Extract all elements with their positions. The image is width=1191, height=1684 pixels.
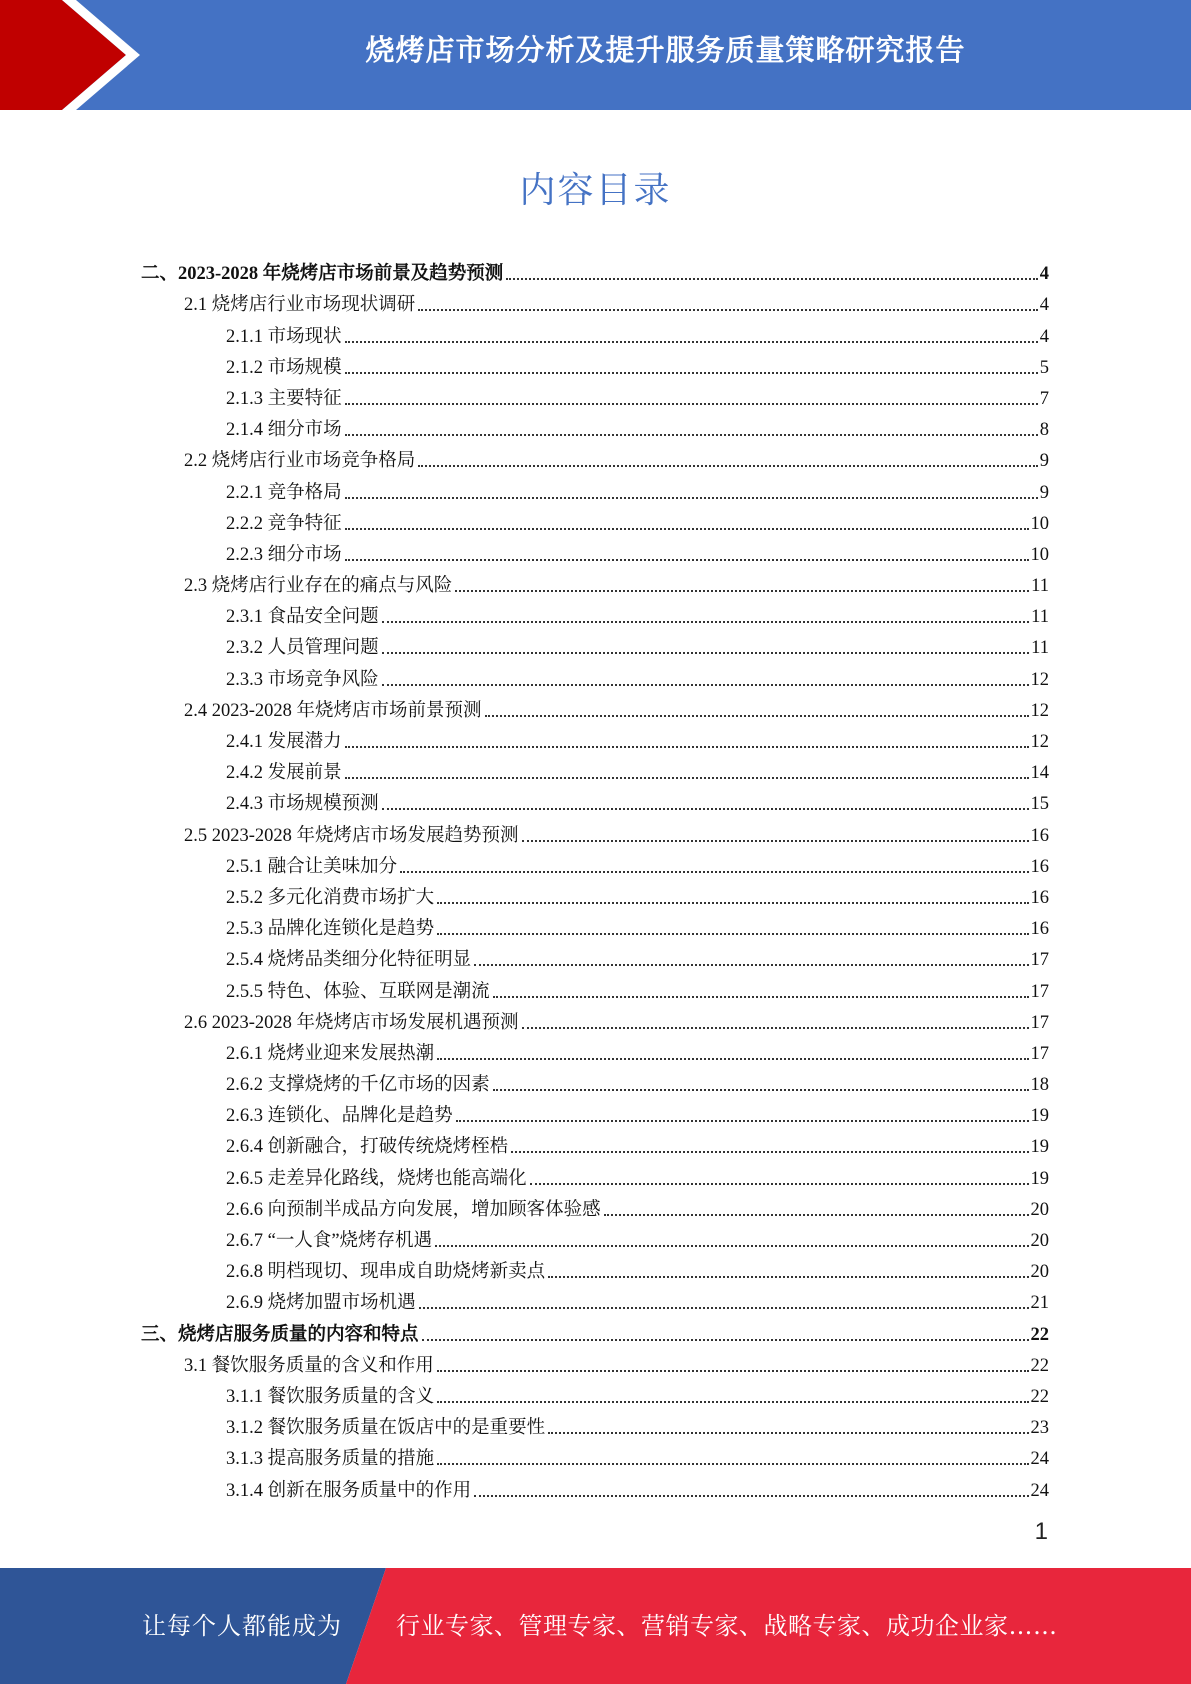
- toc-entry-label: 2.3 烧烤店行业存在的痛点与风险: [184, 576, 453, 597]
- toc-dot-leader: [382, 620, 1030, 623]
- toc-entry-label: 2.1.2 市场规模: [226, 357, 342, 378]
- toc-dot-leader: [345, 776, 1029, 779]
- toc-entry-page: 19: [1030, 1168, 1049, 1189]
- toc-entry[interactable]: [141, 285, 1049, 316]
- toc-entry-page: 17: [1030, 1043, 1049, 1064]
- toc-dot-leader: [382, 807, 1029, 810]
- toc-entry-label: 2.5.1 融合让美味加分: [226, 856, 398, 877]
- toc-entry-label: 2.1.1 市场现状: [226, 326, 342, 347]
- toc-entry[interactable]: [141, 504, 1049, 535]
- toc-entry[interactable]: [141, 1314, 1049, 1345]
- toc-dot-leader: [437, 1369, 1029, 1372]
- toc-dot-leader: [400, 870, 1028, 873]
- toc-entry-label: 2.1 烧烤店行业市场现状调研: [184, 295, 416, 316]
- toc-entry-page: 9: [1039, 482, 1049, 503]
- toc-entry-page: 12: [1030, 669, 1049, 690]
- toc-entry-label: 2.1.4 细分市场: [226, 420, 342, 441]
- toc-entry[interactable]: [141, 472, 1049, 503]
- toc-entry-label: 2.6.2 支撑烧烤的千亿市场的因素: [226, 1075, 490, 1096]
- footer-slogan-right: 行业专家、管理专家、营销专家、战略专家、成功企业家……: [396, 1612, 1058, 1640]
- toc-entry[interactable]: [141, 1003, 1049, 1034]
- toc-entry-page: 24: [1030, 1449, 1049, 1470]
- toc-entry[interactable]: [141, 940, 1049, 971]
- toc-entry[interactable]: [141, 1065, 1049, 1096]
- toc-entry-page: 19: [1030, 1137, 1049, 1158]
- toc-dot-leader: [418, 308, 1037, 311]
- toc-entry-page: 17: [1030, 950, 1049, 971]
- toc-dot-leader: [474, 1494, 1028, 1497]
- toc-dot-leader: [345, 496, 1038, 499]
- toc-entry-page: 20: [1030, 1262, 1049, 1283]
- toc-entry-page: 16: [1030, 856, 1049, 877]
- toc-entry-label: 2.4.2 发展前景: [226, 763, 342, 784]
- toc-entry[interactable]: [141, 410, 1049, 441]
- toc-entry-page: 16: [1030, 825, 1049, 846]
- toc-entry[interactable]: [141, 784, 1049, 815]
- toc-dot-leader: [530, 1182, 1029, 1185]
- toc-entry-label: 2.2 烧烤店行业市场竞争格局: [184, 451, 416, 472]
- toc-entry[interactable]: [141, 753, 1049, 784]
- toc-entry[interactable]: [141, 971, 1049, 1002]
- toc-entry[interactable]: [141, 659, 1049, 690]
- footer-band: [0, 1568, 1191, 1684]
- toc-dot-leader: [604, 1213, 1029, 1216]
- toc-dot-leader: [506, 277, 1037, 280]
- toc-entry-label: 2.3.2 人员管理问题: [226, 638, 379, 659]
- toc-entry-label: 2.2.3 细分市场: [226, 544, 342, 565]
- toc-dot-leader: [455, 589, 1029, 592]
- toc-entry-label: 2.6.7 “一人食”烧烤存机遇: [226, 1231, 433, 1251]
- footer-slogan-left: 让每个人都能成为: [142, 1612, 342, 1640]
- toc-entry-label: 二、2023-2028 年烧烤店市场前景及趋势预测: [141, 264, 504, 285]
- toc-entry[interactable]: [141, 1283, 1049, 1314]
- toc-entry-page: 17: [1030, 981, 1049, 1002]
- toc-entry[interactable]: [141, 1470, 1049, 1501]
- toc-entry-label: 2.5.3 品牌化连锁化是趋势: [226, 919, 435, 940]
- toc-dot-leader: [493, 995, 1029, 998]
- toc-dot-leader: [437, 1057, 1028, 1060]
- toc-entry-page: 12: [1030, 732, 1049, 752]
- toc-entry[interactable]: [141, 441, 1049, 472]
- toc-dot-leader: [437, 1462, 1028, 1465]
- toc-entry-page: 20: [1030, 1199, 1049, 1220]
- toc-entry[interactable]: [141, 722, 1049, 753]
- toc-entry[interactable]: [141, 628, 1049, 659]
- toc-dot-leader: [485, 714, 1029, 717]
- toc-entry[interactable]: [141, 847, 1049, 878]
- toc-entry-label: 2.4.1 发展潜力: [226, 732, 342, 752]
- toc-entry-label: 3.1.4 创新在服务质量中的作用: [226, 1480, 472, 1501]
- toc-dot-leader: [437, 1400, 1028, 1403]
- table-of-contents: [141, 254, 1049, 1502]
- toc-entry-page: 17: [1030, 1012, 1049, 1033]
- toc-entry[interactable]: [141, 1252, 1049, 1283]
- toc-entry-page: 10: [1030, 544, 1049, 565]
- toc-entry-page: 16: [1030, 919, 1049, 940]
- toc-entry-page: 21: [1030, 1293, 1049, 1314]
- toc-dot-leader: [548, 1431, 1028, 1434]
- toc-entry[interactable]: [141, 1408, 1049, 1439]
- toc-entry-label: 3.1.1 餐饮服务质量的含义: [226, 1386, 435, 1407]
- toc-entry-label: 2.6.1 烧烤业迎来发展热潮: [226, 1043, 435, 1064]
- toc-entry-label: 2.6.8 明档现切、现串成自助烧烤新卖点: [226, 1262, 546, 1283]
- toc-dot-leader: [522, 1026, 1029, 1029]
- toc-entry-page: 8: [1039, 420, 1049, 441]
- toc-dot-leader: [345, 340, 1038, 343]
- toc-entry[interactable]: [141, 348, 1049, 379]
- toc-entry[interactable]: [141, 1377, 1049, 1408]
- toc-dot-leader: [345, 558, 1029, 561]
- toc-entry[interactable]: [141, 909, 1049, 940]
- toc-entry-label: 3.1 餐饮服务质量的含义和作用: [184, 1355, 434, 1376]
- toc-entry-label: 2.6.3 连锁化、品牌化是趋势: [226, 1106, 453, 1127]
- toc-entry-page: 4: [1039, 326, 1049, 347]
- toc-dot-leader: [345, 402, 1038, 405]
- toc-entry-label: 2.6.4 创新融合，打破传统烧烤桎梏: [226, 1137, 509, 1158]
- toc-entry[interactable]: [141, 566, 1049, 597]
- header-chevron-icon: [0, 0, 160, 110]
- toc-entry-page: 4: [1039, 295, 1049, 316]
- toc-entry[interactable]: [141, 597, 1049, 628]
- toc-dot-leader: [382, 651, 1030, 654]
- toc-entry[interactable]: [141, 1346, 1049, 1377]
- toc-entry-page: 22: [1030, 1355, 1049, 1376]
- toc-dot-leader: [422, 1338, 1029, 1341]
- toc-dot-leader: [437, 901, 1028, 904]
- toc-entry-label: 3.1.2 餐饮服务质量在饭店中的是重要性: [226, 1418, 546, 1439]
- toc-entry-page: 22: [1030, 1324, 1049, 1345]
- toc-entry[interactable]: [141, 691, 1049, 722]
- toc-entry-page: 11: [1031, 576, 1049, 597]
- toc-entry[interactable]: [141, 1221, 1049, 1252]
- toc-entry-label: 2.6.6 向预制半成品方向发展，增加顾客体验感: [226, 1199, 601, 1220]
- toc-entry-page: 14: [1030, 763, 1049, 784]
- toc-entry-page: 24: [1030, 1480, 1049, 1501]
- toc-entry[interactable]: [141, 878, 1049, 909]
- report-title: 烧烤店市场分析及提升服务质量策略研究报告: [365, 33, 966, 67]
- toc-entry-page: 11: [1031, 638, 1049, 659]
- toc-entry-page: 4: [1039, 264, 1049, 285]
- toc-dot-leader: [418, 464, 1037, 467]
- toc-entry-page: 5: [1039, 357, 1049, 378]
- toc-entry-label: 2.6.5 走差异化路线，烧烤也能高端化: [226, 1168, 527, 1189]
- toc-entry-label: 2.4.3 市场规模预测: [226, 794, 379, 815]
- toc-entry-label: 2.6 2023-2028 年烧烤店市场发展机遇预测: [184, 1012, 519, 1033]
- toc-dot-leader: [456, 1119, 1029, 1122]
- toc-entry-label: 2.3.1 食品安全问题: [226, 607, 379, 628]
- toc-dot-leader: [493, 1088, 1029, 1091]
- toc-entry-label: 2.6.9 烧烤加盟市场机遇: [226, 1293, 416, 1314]
- toc-entry-page: 19: [1030, 1106, 1049, 1127]
- toc-entry-page: 11: [1031, 607, 1049, 628]
- toc-entry[interactable]: [141, 316, 1049, 347]
- toc-entry-page: 9: [1039, 451, 1049, 472]
- page-number: 1: [1034, 1518, 1048, 1545]
- toc-dot-leader: [382, 683, 1029, 686]
- toc-dot-leader: [437, 932, 1028, 935]
- toc-entry-page: 18: [1030, 1075, 1049, 1096]
- toc-dot-leader: [511, 1150, 1028, 1153]
- toc-entry-label: 2.4 2023-2028 年烧烤店市场前景预测: [184, 700, 482, 721]
- toc-entry-page: 7: [1039, 388, 1049, 409]
- toc-dot-leader: [419, 1306, 1029, 1309]
- toc-dot-leader: [522, 839, 1029, 842]
- toc-entry-page: 10: [1030, 513, 1049, 534]
- toc-dot-leader: [474, 963, 1028, 966]
- toc-entry[interactable]: [141, 1096, 1049, 1127]
- toc-entry[interactable]: [141, 379, 1049, 410]
- toc-entry[interactable]: [141, 254, 1049, 285]
- toc-entry[interactable]: [141, 1034, 1049, 1065]
- toc-entry[interactable]: [141, 1190, 1049, 1221]
- toc-entry[interactable]: [141, 1439, 1049, 1470]
- header-band: [0, 0, 1191, 110]
- toc-entry-label: 2.2.2 竞争特征: [226, 513, 342, 534]
- toc-entry-page: 15: [1030, 794, 1049, 815]
- toc-entry-label: 2.5.5 特色、体验、互联网是潮流: [226, 981, 490, 1002]
- toc-dot-leader: [435, 1244, 1028, 1247]
- toc-entry-page: 22: [1030, 1386, 1049, 1407]
- toc-dot-leader: [345, 371, 1038, 374]
- toc-entry-label: 2.5 2023-2028 年烧烤店市场发展趋势预测: [184, 825, 519, 846]
- toc-entry-label: 2.1.3 主要特征: [226, 388, 342, 409]
- toc-entry-page: 23: [1030, 1418, 1049, 1439]
- toc-entry-label: 2.5.2 多元化消费市场扩大: [226, 887, 435, 908]
- toc-dot-leader: [345, 527, 1029, 530]
- toc-entry[interactable]: [141, 815, 1049, 846]
- toc-entry-label: 三、烧烤店服务质量的内容和特点: [141, 1324, 419, 1345]
- toc-entry-label: 2.3.3 市场竞争风险: [226, 669, 379, 690]
- toc-entry-page: 12: [1030, 700, 1049, 721]
- toc-entry[interactable]: [141, 1127, 1049, 1158]
- toc-dot-leader: [548, 1275, 1028, 1278]
- toc-dot-leader: [345, 745, 1029, 748]
- toc-entry[interactable]: [141, 535, 1049, 566]
- toc-dot-leader: [345, 433, 1038, 436]
- toc-entry-page: 20: [1030, 1231, 1049, 1251]
- toc-entry[interactable]: [141, 1158, 1049, 1189]
- toc-entry-page: 16: [1030, 887, 1049, 908]
- toc-heading: 内容目录: [519, 170, 672, 211]
- toc-entry-label: 3.1.3 提高服务质量的措施: [226, 1449, 435, 1470]
- toc-entry-label: 2.5.4 烧烤品类细分化特征明显: [226, 950, 472, 971]
- toc-entry-label: 2.2.1 竞争格局: [226, 482, 342, 503]
